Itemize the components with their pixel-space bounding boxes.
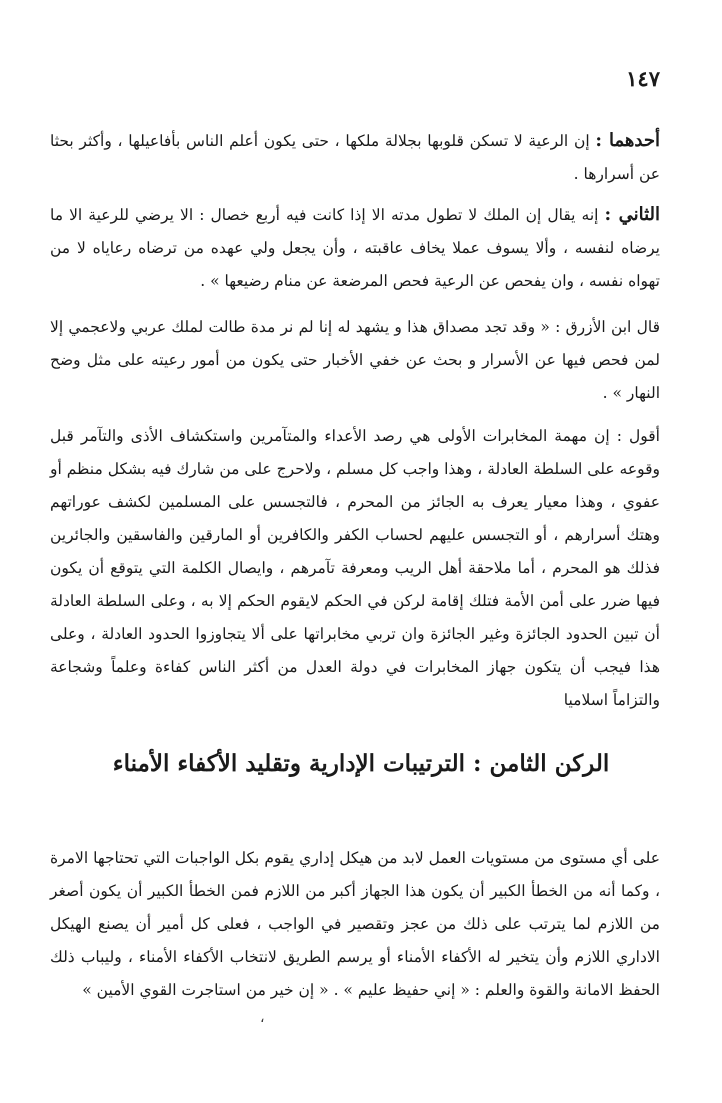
paragraph-text: أقول : إن مهمة المخابرات الأولى هي رصد الأعداء والمتآمرين واستكشاف الأذى والتآمر قبل وقوعه على السلطة العادلة ، وهذا واجب كل مسلم ، ولاحرج على من شارك فيه بشكل منظم أو عفوي ، وهذا معيار يعرف به الجائز من المحرم ، فالتجسس على المسلمين لكشف عوراتهم وهتك أسرارهم ، أو التجسس عليهم لحساب الكفر والكافرين أو المارقين والفاسقين والجائرين فذلك هو المحرم ، أما ملاحقة أهل الريب ومعرفة تآمرهم ، وايصال الكلمة التي يتوقع أن يكون فيها ضرر على أمن الأمة فتلك إقامة لركن في الحكم لايقوم الحكم إلا به ، وعلى السلطة العادلة أن تبين الحدود الجائزة وغير الجائزة وان تربي مخابراتها على ألا يتجاوزوا الحدود العادلة ، وعلى هذا فيجب أن يتكون جهاز المخابرات في دولة العدل من أكثر الناس كفاءة وعلماً وشجاعة والتزاماً اسلاميا: [50, 427, 660, 709]
paragraph-text: قال ابن الأزرق : « وقد تجد مصداق هذا و يشهد له إنا لم نر مدة طالت لملك عربي ولاعجمي إلا لمن فحص فيها عن الأسرار و بحث عن خفي الأخبار حتى يكون من أمور رعيته على مثل وضح النهار » .: [50, 318, 660, 402]
section-heading: الركن الثامن : الترتيبات الإدارية وتقليد الأكفاء الأمناء: [112, 750, 610, 777]
paragraph-lead: أحدهما :: [595, 130, 660, 151]
stray-mark: ،: [260, 1010, 265, 1026]
paragraph-text: إنه يقال إن الملك لا تطول مدته الا إذا كانت فيه أربع خصال : الا يرضي للرعية الا ما يرضاه لنفسه ، وألا يسوف عملا يخاف عاقبته ، وأن يجعل ولي عهده من ترضاه رعاياه لا من تهواه نفسه ، وان يفحص عن الرعية فحص المرضعة عن منام رضيعها » .: [50, 206, 660, 290]
paragraph-ibn-alazraq-quote: [50, 311, 660, 410]
paragraph-second-reason: [50, 198, 660, 298]
paragraph-lead: الثاني :: [604, 204, 660, 225]
page-number: ١٤٧: [626, 66, 660, 91]
paragraph-author-commentary: [50, 420, 660, 717]
paragraph-text: إن الرعية لا تسكن قلوبها بجلالة ملكها ، حتى يكون أعلم الناس بأفاعيلها ، وأكثر بحثا عن أسرارها .: [50, 132, 660, 183]
paragraph-text: على أي مستوى من مستويات العمل لابد من هيكل إداري يقوم بكل الواجبات التي تحتاجها الامرة ، وكما أنه من الخطأ الكبير أن يكون هذا الجهاز أكبر من اللازم فمن الخطأ الكبير أن يكون أصغر من اللازم لما يترتب على ذلك من عجز وتقصير في الواجب ، فعلى كل أمير أن يصنع الهيكل الاداري اللازم وأن يتخير له الأكفاء الأمناء أو يرسم الطريق لانتخاب الأكفاء الأمناء ، وليباب ذلك الحفظ الامانة والقوة والعلم : « إني حفيظ عليم » . « إن خير من استاجرت القوي الأمين »: [50, 849, 660, 999]
paragraph-section-body: [50, 842, 660, 1007]
paragraph-first-reason: [50, 124, 660, 191]
